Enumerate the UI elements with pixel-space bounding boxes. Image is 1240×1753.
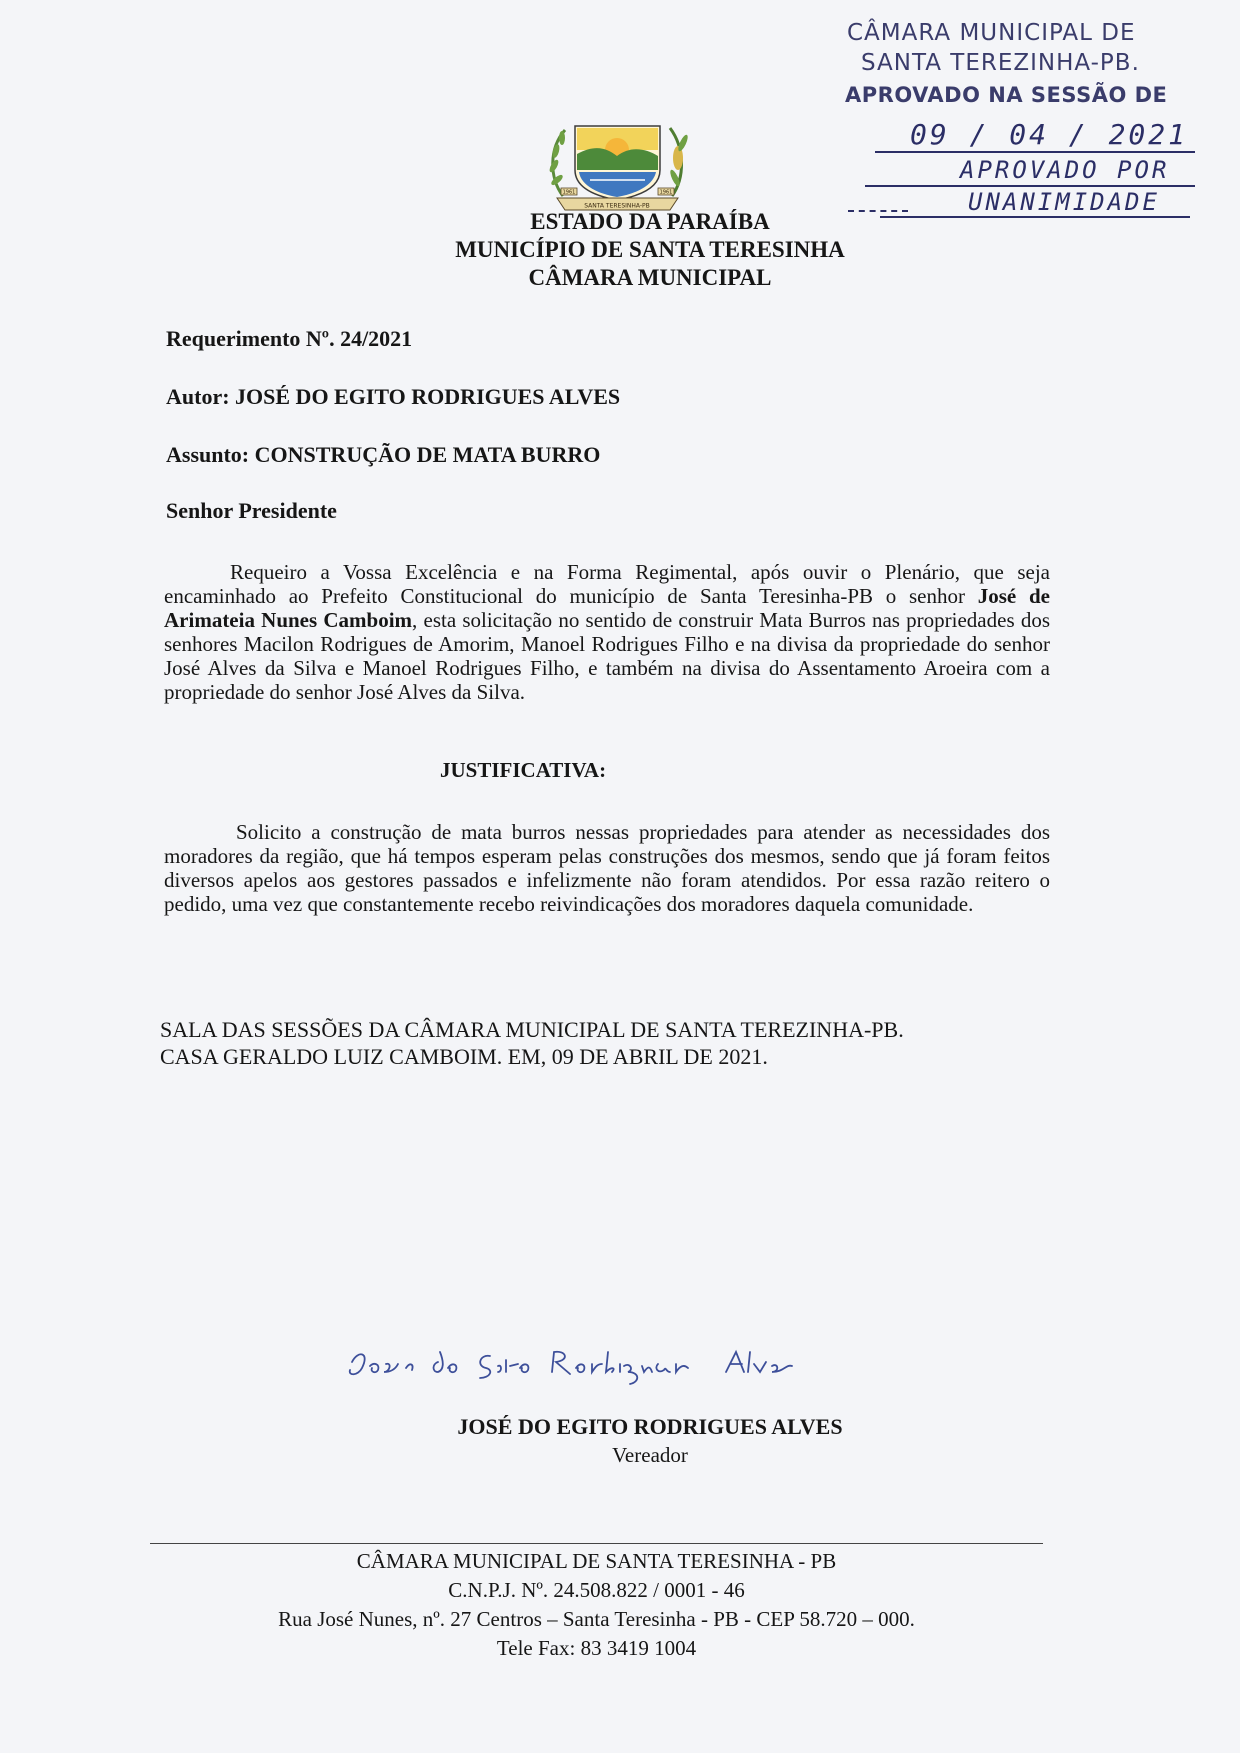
approval-stamp [845, 18, 1225, 110]
footer-cnpj: C.N.P.J. Nº. 24.508.822 / 0001 - 46 [448, 1578, 745, 1602]
footer-divider [150, 1543, 1043, 1544]
justification-title: JUSTIFICATIVA: [440, 758, 607, 782]
requerimento-number: Requerimento Nº. 24/2021 [166, 326, 413, 351]
request-paragraph [164, 560, 1050, 704]
justification-text: Solicito a construção de mata burros nessas propriedades para atender as necessidades dos moradores da região, que há tempos esperam pelas construções dos mesmos, sendo que já foram feitos diversos apelos aos gestores passados e infelizmente não foram atendidos. Por essa razão reitero o pedido, uma vez que constantemente recebo reivindicações dos moradores daquela comunidade. [164, 820, 1050, 916]
document-header [300, 208, 1000, 292]
salutation: Senhor Presidente [166, 498, 337, 523]
mayor-name: José de Arimateia Nunes Camboim [164, 584, 1050, 632]
signer-name: JOSÉ DO EGITO RODRIGUES ALVES [457, 1414, 843, 1439]
stamp-line-3: APROVADO NA SESSÃO DE [845, 83, 1168, 107]
footer-phone: Tele Fax: 83 3419 1004 [496, 1636, 697, 1660]
crest-year-right: 1961 [659, 189, 673, 196]
stamp-approved-line-1: APROVADO POR [960, 156, 1170, 184]
session-line-2: CASA GERALDO LUIZ CAMBOIM. EM, 09 DE ABRIL DE 2021. [160, 1044, 768, 1069]
header-municipality: MUNICÍPIO DE SANTA TERESINHA [455, 237, 845, 262]
request-text-part-1: Requeiro a Vossa Excelência e na Forma Regimental, após ouvir o Plenário, que seja encaminhado ao Prefeito Constitucional do município de Santa Teresinha-PB o senhor [164, 560, 1050, 608]
session-line-1: SALA DAS SESSÕES DA CÂMARA MUNICIPAL DE SANTA TEREZINHA-PB. [160, 1017, 904, 1042]
footer [150, 1547, 1043, 1663]
handwritten-signature [340, 1342, 860, 1390]
header-chamber: CÂMARA MUNICIPAL [528, 265, 772, 290]
stamp-date: 09 / 04 / 2021 [910, 118, 1189, 151]
author-line: Autor: JOSÉ DO EGITO RODRIGUES ALVES [166, 384, 621, 409]
session-place-date [160, 1016, 1060, 1070]
stamp-underline-2 [865, 185, 1195, 187]
justification-paragraph [164, 820, 1050, 916]
stamp-underline-1 [875, 151, 1195, 153]
stamp-line-2: SANTA TEREZINHA-PB. [861, 50, 1140, 76]
stamp-approved-line-2: UNANIMIDADE [968, 188, 1160, 216]
crest-ribbon: SANTA TERESINHA-PB [584, 202, 650, 210]
request-text-part-2: , esta solicitação no sentido de construir Mata Burros nas propriedades dos senhores Macilon Rodrigues de Amorim, Manoel Rodrigues Filho e na divisa da propriedade do senhor José Alves da Silva e Manoel Rodrigues Filho, e também na divisa do Assentamento Aroeira com a propriedade do senhor José Alves da Silva. [164, 608, 1050, 704]
crest-year-left: 1961 [562, 189, 576, 196]
municipal-crest-icon [535, 118, 700, 213]
signer-role: Vereador [612, 1443, 688, 1467]
subject-line: Assunto: CONSTRUÇÃO DE MATA BURRO [166, 442, 601, 467]
footer-address: Rua José Nunes, nº. 27 Centros – Santa Teresinha - PB - CEP 58.720 – 000. [278, 1607, 915, 1631]
footer-chamber: CÂMARA MUNICIPAL DE SANTA TERESINHA - PB [356, 1549, 837, 1573]
header-state: ESTADO DA PARAÍBA [530, 209, 770, 234]
stamp-line-1: CÂMARA MUNICIPAL DE [847, 20, 1136, 46]
